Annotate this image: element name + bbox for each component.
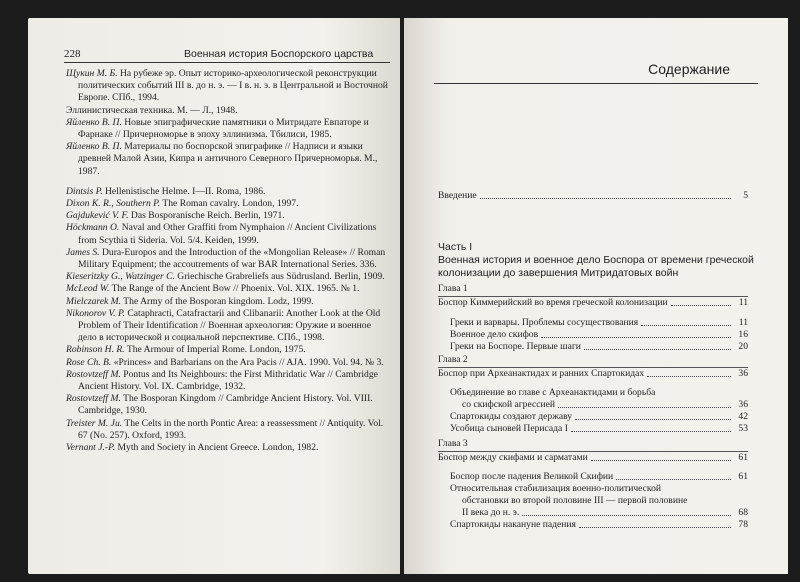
chapter-2-title: Боспор при Археанактидах и ранних Спартокидах [438, 368, 645, 379]
toc-entry [438, 452, 748, 464]
bibliography-entry [66, 271, 392, 283]
bibliography-entry [66, 105, 392, 117]
chapter-3-page: 61 [738, 452, 748, 463]
entry-text: Cataphracti, Catafractarii and Clibanarii: Another Look at the Old Problem of Their Identification // Военная археология: Оружие и военное дело в исторической и социальной перспективе. СПб., 1998. [78, 307, 381, 344]
toc-entry: Относительная стабилизация военно-политической [450, 483, 662, 494]
bibliography-entry [66, 308, 392, 345]
bibliography-entry [66, 198, 392, 210]
bibliography-entry [66, 283, 392, 295]
entry-text: Новые эпиграфические памятники о Митридате Евпаторе и Фарнаке // Причерноморье в эпоху эллинизма. Тбилиси, 1985. [78, 116, 369, 141]
entry-author: James S. [66, 246, 100, 258]
entry-author: Höckmann O. [66, 222, 120, 234]
bibliography-entry [66, 344, 392, 356]
entry-author: Treister M. Ju. [66, 417, 123, 429]
contents-rule [434, 83, 758, 84]
bibliography [66, 68, 392, 454]
page-number: 228 [64, 48, 81, 60]
entry-text: На рубеже эр. Опыт историко-археологической реконструкции политических событий III в. до н. э. — I в. н. э. в Центральной и Восточной Европе. СПб., 1994. [78, 68, 388, 104]
entry-text: The Bosporan Kingdom // Cambridge Ancient History. Vol. VIII. Cambridge, 1930. [78, 393, 373, 417]
entry-author: Яйленко В. П. [66, 116, 122, 128]
entry-author: Dixon K. R., Southern P. [66, 198, 161, 210]
bibliography-entry [66, 442, 392, 454]
entry-text: The Range of the Ancient Bow // Phoenix. Vol. XIX. 1965. № 1. [109, 283, 360, 295]
bibliography-entry [66, 369, 392, 393]
toc-entry: Спартокиды накануне падения 78 [450, 519, 748, 530]
toc-intro-label: Введение [438, 190, 477, 201]
bibliography-foreign [66, 186, 392, 454]
entry-text: Pontus and Its Neighbours: the First Mithridatic War // Cambridge Ancient History. Vol. IX. Cambridge, 1932. [78, 368, 378, 393]
toc-entry: Греки и варвары. Проблемы сосуществования 11 [450, 317, 748, 328]
chapter-1-toc [438, 297, 748, 353]
chapter-1-title: Боспор Киммерийский во время греческой колонизации [438, 297, 668, 308]
bibliography-entry [66, 247, 392, 271]
entry-author: Robinson H. R. [66, 344, 125, 356]
part-title: Военная история и военное дело Боспора от времени греческой колонизации до завершения Митридатовых войн [438, 254, 754, 279]
running-head [64, 48, 390, 63]
entry-author: Vernant J.-P. [66, 442, 116, 454]
chapter-3-label: Глава 3 [438, 438, 468, 449]
chapter-1-label: Глава 1 [438, 283, 468, 294]
toc-intro-page: 5 [743, 190, 748, 201]
toc-entry: Боспор после падения Великой Скифии 61 [450, 471, 748, 482]
toc-entry: со скифской агрессией 36 [462, 399, 748, 410]
entry-text: Материалы по боспорской эпиграфике // Надписи и языки древней Малой Азии, Кипра и античного Северного Причерноморья. М., 1987. [78, 141, 378, 177]
chapter-1-page: 11 [738, 297, 748, 308]
entry-text: Das Bosporanische Reich. Berlin, 1971. [128, 210, 285, 222]
bibliography-entry [66, 222, 392, 246]
toc-entry: Греки на Боспоре. Первые шаги 20 [450, 341, 748, 352]
entry-author: Щукин М. Б. [66, 68, 118, 79]
bibliography-russian [66, 68, 392, 178]
contents-title: Содержание [648, 61, 730, 77]
entry-text: Naval and Other Graffiti from Nymphaion // Ancient Civilizations from Scythia ti Sideria. Vol. 5/4. Keiden, 1999. [78, 222, 377, 246]
toc-entry: II века до н. э. 68 [462, 507, 748, 518]
chapter-1-sections [438, 317, 748, 353]
entry-author: Mielczarek M. [66, 295, 122, 307]
entry-text: The Celts in the north Pontic Area: a reassessment // Antiquity. Vol. 67 (No. 257). Oxford, 1993. [78, 417, 384, 441]
left-page [28, 18, 400, 574]
entry-text: Hellenistische Helme. I—II. Roma, 1986. [102, 185, 266, 197]
toc-entry: Усобица сыновей Перисада I 53 [450, 423, 748, 434]
chapter-2-label: Глава 2 [438, 354, 468, 365]
entry-author: Rose Ch. B. [66, 356, 112, 368]
bibliography-entry [66, 393, 392, 417]
bibliography-entry [66, 296, 392, 308]
entry-author: Rostovtzeff M. [66, 393, 121, 405]
bibliography-entry [66, 141, 392, 178]
toc-entry [438, 368, 748, 380]
entry-text: Myth and Society in Ancient Greece. London, 1982. [115, 442, 319, 454]
bibliography-entry [66, 357, 392, 369]
toc-entry [438, 297, 748, 309]
entry-text: Dura-Europos and the Introduction of the «Mongolian Release» // Roman Military Equipment; the accoutrements of war BAR International Series. 336. [78, 246, 386, 271]
right-page [404, 18, 788, 574]
toc-entry: Спартокиды создают державу 42 [450, 411, 748, 422]
entry-author: Rostovtzeff M. [66, 368, 121, 380]
part-heading [438, 241, 754, 280]
toc-entry: Объединение во главе с Археанактидами и борьба [450, 387, 656, 398]
toc-entry: Военное дело скифов 16 [450, 329, 748, 340]
entry-text: Эллинистическая техника. М. — Л., 1948. [66, 104, 238, 116]
entry-text: The Army of the Bosporan kingdom. Lodz, 1999. [121, 295, 314, 307]
entry-author: Nikonorov V. P. [66, 307, 125, 319]
part-label: Часть I [438, 241, 473, 253]
chapter-2-page: 36 [738, 368, 748, 379]
bibliography-entry [66, 418, 392, 442]
chapter-2-toc [438, 368, 748, 435]
bibliography-entry [66, 117, 392, 141]
entry-author: Яйленко В. П. [66, 141, 122, 153]
chapter-3-title: Боспор между скифами и сарматами [438, 452, 588, 463]
chapter-3-toc: Боспор между скифами и сарматами 61 Боспор после падения Великой Скифии 61 Относительная стабилизация военно-политической обстановки во второй половине III — первой половине II века до н. э. 68 Спартокиды накануне падения 78 [438, 452, 748, 530]
bibliography-entry [66, 210, 392, 222]
entry-author: McLeod W. [66, 283, 110, 295]
entry-author: Dintsis P. [66, 185, 103, 197]
entry-text: The Roman cavalry. London, 1997. [160, 198, 299, 210]
bibliography-entry [66, 186, 392, 198]
entry-text: The Armour of Imperial Rome. London, 1975. [124, 344, 306, 356]
toc-intro [438, 190, 748, 202]
bibliography-entry [66, 68, 392, 105]
running-title: Военная история Боспорского царства [184, 48, 374, 60]
entry-author: Gajdukević V. F. [66, 210, 129, 222]
entry-text: «Princes» and Barbarians on the Ara Pacis // AJA. 1990. Vol. 94. № 3. [111, 356, 384, 368]
entry-text: Griechische Grabreliefs aus Südrusland. Berlin, 1909. [174, 271, 385, 283]
entry-author: Kieseritzky G., Watzinger C. [66, 271, 175, 283]
